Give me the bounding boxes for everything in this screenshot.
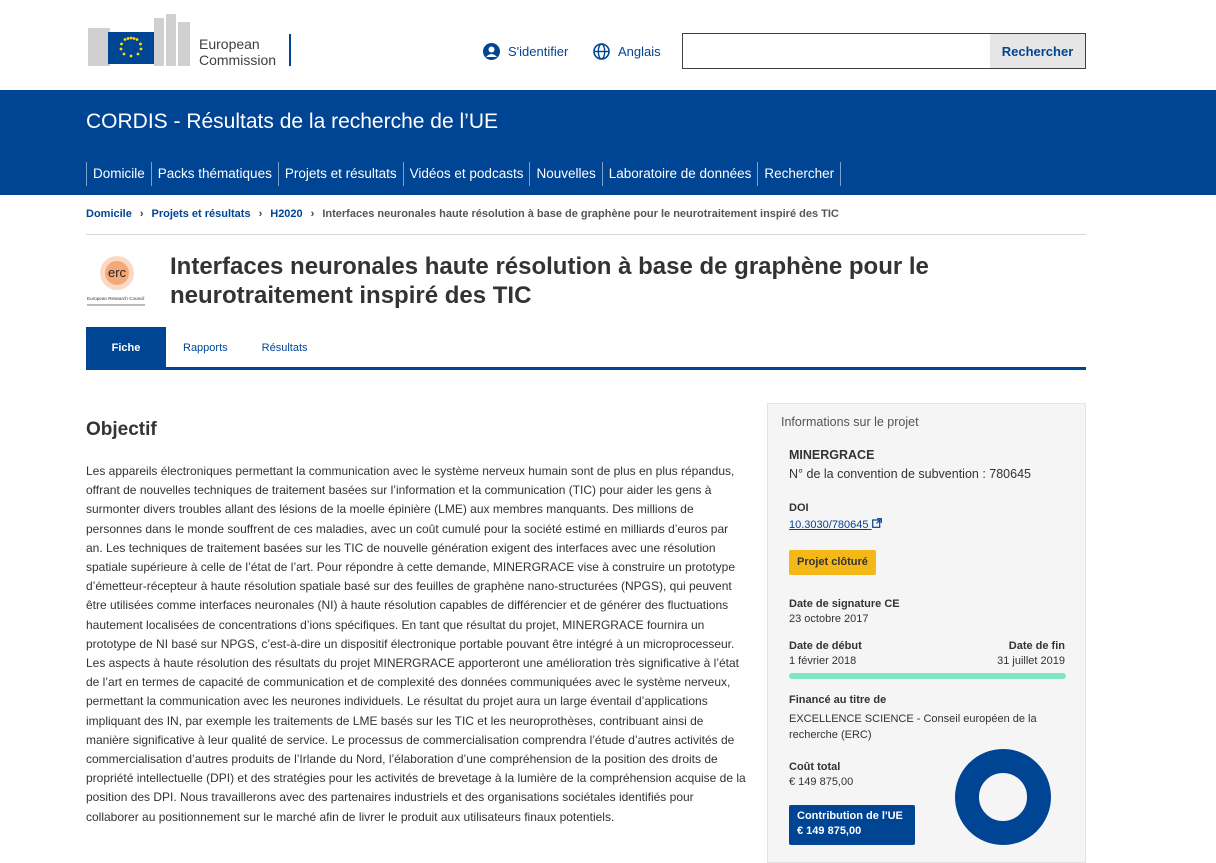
cost-value: € 149 875,00 (789, 776, 854, 788)
search-button[interactable]: Rechercher (990, 34, 1085, 68)
funding-donut-chart (955, 749, 1051, 845)
objective-text: Les appareils électroniques permettant la communication avec le système nerveux humain sont de plus en plus répandus, offrant de nouvelles techniques de traitement basées sur l’information et la communication (TIC) pour aider les gens à surmonter divers troubles allant des lésions de la moelle épinière (LME) aux membres manquants. Des millions de personnes dans le monde souffrent de ces maladies, avec un coût cumulé pour la société estimé en milliards d’euros par an. Les techniques de traitement basées sur les TIC de nouvelle génération exigent des interfaces avec une résolution spatiale supérieure à celle de l’état de l’art. Pour répondre à cette demande, MINERGRACE vise à construire un prototype d’émetteur-récepteur à haute résolution spatiale basé sur des feuilles de graphène nano-structurées (NPGS), qui peuvent être utilisées comme interfaces neuronales (NI) à haute résolution capables de différencier et de générer des fluctuations hautement localisées de concentrations d’ions spécifiques. En tant que résultat du projet, MINERGRACE fournira un prototype de NI basé sur NPGS, c’est-à-dire un dispositif électronique portable pouvant être intégré à un microprocesseur. Les aspects à haute résolution des résultats du projet MINERGRACE apporteront une amélioration très significative à l’état de l’art en termes de capacité de communication et de complexité des données communiquées avec le système nerveux, permettant la communication avec les neurones individuels. Le résultat du projet aura un large éventail d’applications impliquant des IN, par exemple les traitements de LME basés sur les TIC et les neuroprothèses, contribuant ainsi de manière significative à leur qualité de service. Le processus de commercialisation comprendra l’étude d’autres activités de commercialisation d’autres produits de l’Irlande du Nord, l’élaboration d’une compréhension de la position des droits de propriété intellectuelle (DPI) et des stratégies pour les activités de brevetage à la lumière de la compréhension acquise de la position des DPI. Nous travaillerons avec des partenaires industriels et des organisations sociétales identifiés pour collaborer au positionnement sur le marché afin de livrer le produit aux utilisateurs finaux potentiels. (86, 464, 746, 824)
logo-line-2: Commission (199, 52, 277, 68)
ec-emblem-icon (86, 14, 194, 68)
language-selector[interactable] (593, 43, 661, 60)
progress-fill (789, 673, 1066, 679)
contribution-label: Contribution de l'UE (797, 810, 903, 822)
signature-label: Date de signature CE (789, 598, 900, 610)
nav-item-search[interactable]: Rechercher (757, 162, 841, 186)
end-date-label: Date de fin (1008, 640, 1065, 652)
login-link[interactable] (483, 43, 568, 60)
site-banner (0, 90, 1216, 195)
project-acronym: MINERGRACE (789, 448, 875, 462)
breadcrumb-h2020[interactable]: H2020 (270, 208, 303, 220)
doi-label: DOI (789, 502, 809, 514)
doi-link[interactable] (789, 518, 882, 531)
language-label: Anglais (618, 44, 661, 59)
chevron-right-icon: › (258, 208, 263, 220)
funded-value: EXCELLENCE SCIENCE - Conseil européen de la recherche (ERC) (789, 713, 1037, 741)
search-input[interactable] (683, 34, 990, 68)
external-link-icon (872, 518, 882, 528)
breadcrumb (86, 208, 1086, 235)
nav-item-projects[interactable]: Projets et résultats (278, 162, 403, 186)
nav-item-datalab[interactable]: Laboratoire de données (602, 162, 758, 186)
end-date-value: 31 juillet 2019 (997, 655, 1065, 667)
erc-logo (86, 250, 148, 312)
login-label: S'identifier (508, 44, 569, 59)
breadcrumb-projects[interactable]: Projets et résultats (151, 208, 251, 220)
chevron-right-icon: › (310, 208, 315, 220)
panel-heading: Informations sur le projet (781, 415, 919, 429)
start-date-label: Date de début (789, 640, 862, 652)
search-form (682, 33, 1086, 69)
grant-number: N° de la convention de subvention : 780645 (789, 467, 1031, 481)
erc-logo-icon (86, 250, 148, 312)
globe-icon (593, 43, 610, 60)
tab-fiche[interactable]: Fiche (86, 327, 166, 367)
nav-item-videos[interactable]: Vidéos et podcasts (403, 162, 530, 186)
start-date-value: 1 février 2018 (789, 655, 857, 667)
status-badge: Projet clôturé (789, 550, 876, 575)
page-title: Interfaces neuronales haute résolution à base de graphène pour le neurotraitement inspiré des TIC (170, 253, 929, 309)
site-title[interactable]: CORDIS - Résultats de la recherche de l’UE (86, 110, 498, 133)
signature-value: 23 octobre 2017 (789, 613, 869, 625)
objective-heading: Objectif (86, 419, 157, 440)
nav-item-packs[interactable]: Packs thématiques (151, 162, 278, 186)
tab-bar (86, 327, 1086, 370)
site-header (0, 0, 1216, 90)
breadcrumb-current: Interfaces neuronales haute résolution à base de graphène pour le neurotraitement inspiré des TIC (322, 208, 839, 220)
tab-rapports[interactable]: Rapports (183, 342, 228, 354)
nav-item-home[interactable]: Domicile (86, 162, 151, 186)
project-progress-bar (789, 673, 1066, 679)
tab-resultats[interactable]: Résultats (261, 342, 308, 354)
user-icon (483, 43, 500, 60)
funded-label: Financé au titre de (789, 694, 887, 706)
chevron-right-icon: › (139, 208, 144, 220)
logo-divider (289, 34, 291, 66)
erc-logo-caption: European Research Council (87, 296, 145, 301)
erc-logo-text: erc (107, 265, 127, 280)
logo-line-1: European (199, 36, 260, 52)
contribution-value: € 149 875,00 (797, 825, 862, 837)
doi-value: 10.3030/780645 (789, 519, 869, 531)
breadcrumb-home[interactable]: Domicile (86, 208, 132, 220)
main-navigation (86, 162, 841, 186)
cost-label: Coût total (789, 761, 841, 773)
eu-contribution-badge (789, 805, 915, 845)
european-commission-logo[interactable] (86, 14, 296, 68)
project-info-panel (767, 403, 1086, 863)
nav-item-news[interactable]: Nouvelles (529, 162, 601, 186)
